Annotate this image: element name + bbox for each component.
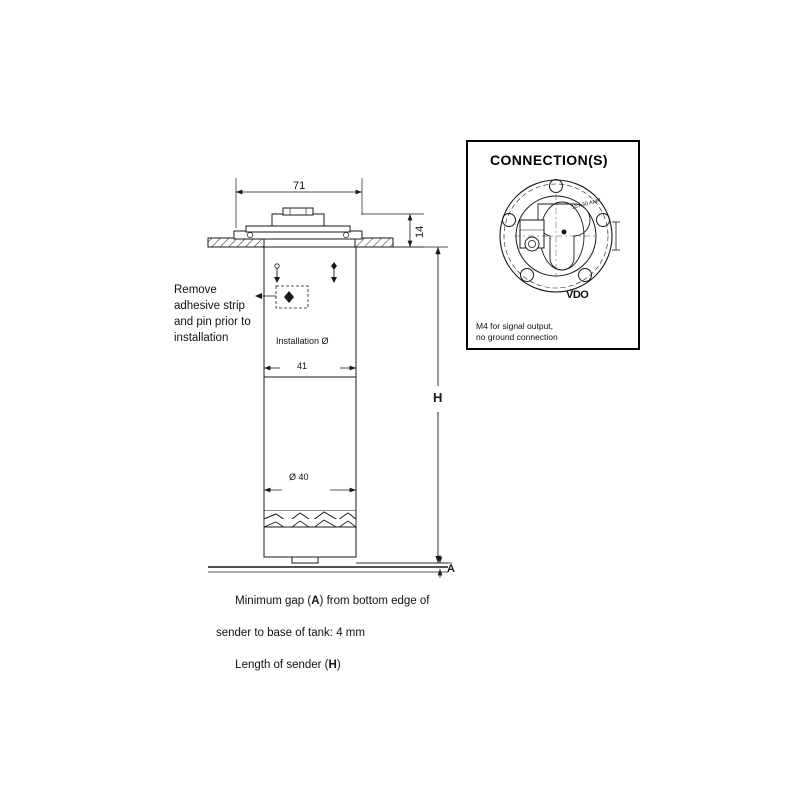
adhesive-note-line-1: Remove: [174, 284, 217, 296]
adhesive-note-line-3: and pin prior to: [174, 316, 251, 328]
vdo-brand-logo: VDO: [566, 289, 589, 301]
gap-symbol-A: A: [447, 563, 455, 575]
terminal-marking-text: 15 / 30 AMP: [571, 197, 602, 211]
length-symbol-H: H: [433, 390, 443, 405]
footer-line3-part1: Length of sender (: [235, 658, 329, 671]
installation-diameter-label: Installation Ø: [276, 336, 329, 346]
connections-panel-title: CONNECTION(S): [490, 152, 608, 168]
connection-note-line-1: M4 for signal output,: [476, 321, 554, 331]
footer-line3-part2: ): [336, 658, 341, 671]
connections-panel: [466, 140, 640, 350]
adhesive-note-line-4: installation: [174, 332, 229, 344]
adhesive-note-line-2: adhesive strip: [174, 300, 245, 312]
footer-line1-part2: ) from bottom edge of: [319, 595, 430, 608]
dimension-flange-height-14: 14: [414, 225, 426, 238]
footer-note: [216, 580, 430, 687]
footer-line2: sender to base of tank: 4 mm: [216, 627, 365, 640]
footer-line1-part1: Minimum gap (: [235, 595, 312, 608]
connection-top-view-drawing: [476, 174, 636, 304]
footer-line1-bold: A: [311, 595, 320, 608]
footer-line3-bold: H: [328, 658, 337, 671]
installation-diameter-value: 41: [297, 361, 308, 371]
tube-diameter-label: Ø 40: [289, 472, 309, 482]
dimension-width-71: 71: [293, 180, 306, 192]
connection-note-line-2: no ground connection: [476, 332, 558, 342]
